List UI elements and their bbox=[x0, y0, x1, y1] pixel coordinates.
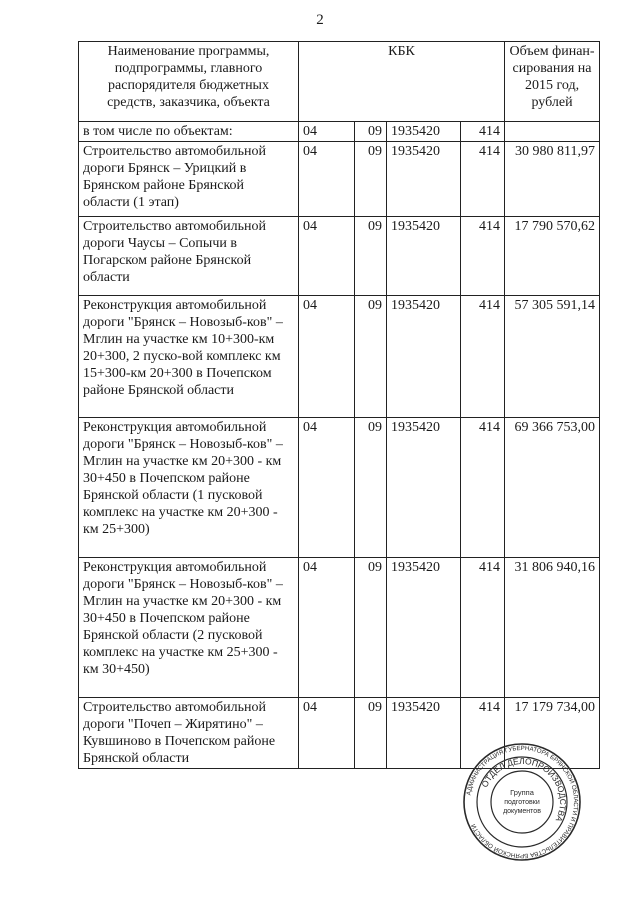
row-name: Реконструкция автомобильной дороги "Брянск – Новозыб-ков" – Мглин на участке км 10+300-км 20+300, 2 пуско-вой комплекс км 15+300-км 20+300 в Почепском районе Брянской области bbox=[79, 296, 299, 418]
row-k3: 1935420 bbox=[387, 142, 461, 217]
table-row bbox=[79, 418, 600, 558]
row-k3: 1935420 bbox=[387, 698, 461, 769]
seal-stamp bbox=[462, 742, 582, 862]
row-k2: 09 bbox=[355, 142, 387, 217]
row-k3: 1935420 bbox=[387, 296, 461, 418]
row-k2: 09 bbox=[355, 558, 387, 698]
row-amount: 31 806 940,16 bbox=[505, 558, 600, 698]
row-amount: 17 179 734,00 bbox=[505, 698, 600, 769]
row-name: Строительство автомобильной дороги Чаусы – Сопычи в Погарском районе Брянской области bbox=[79, 217, 299, 296]
header-amount: Объем финан-сирования на 2015 год, рублей bbox=[505, 42, 600, 122]
row-name: в том числе по объектам: bbox=[79, 122, 299, 142]
row-k3: 1935420 bbox=[387, 122, 461, 142]
page-number: 2 bbox=[316, 12, 324, 28]
table-row bbox=[79, 296, 600, 418]
seal-center-line3: документов bbox=[503, 808, 541, 815]
row-amount: 30 980 811,97 bbox=[505, 142, 600, 217]
row-k1: 04 bbox=[299, 698, 355, 769]
seal-center-line1: Группа bbox=[510, 788, 534, 797]
row-name: Строительство автомобильной дороги "Почеп – Жирятино" – Кувшиново в Почепском районе Брянской области bbox=[79, 698, 299, 769]
seal-ring-textpath: ОТДЕЛ ДЕЛОПРОИЗВОДСТВА bbox=[479, 755, 569, 824]
seal-outer-textpath: АДМИНИСТРАЦИЯ ГУБЕРНАТОРА БРЯНСКОЙ ОБЛАСТИ И ПРАВИТЕЛЬСТВА БРЯНСКОЙ ОБЛАСТИ bbox=[465, 744, 580, 860]
row-k4: 414 bbox=[461, 122, 505, 142]
row-k4: 414 bbox=[461, 296, 505, 418]
row-k3: 1935420 bbox=[387, 558, 461, 698]
table-header-row bbox=[79, 42, 600, 122]
row-name: Строительство автомобильной дороги Брянск – Урицкий в Брянском районе Брянской области (1 этап) bbox=[79, 142, 299, 217]
header-kbk: КБК bbox=[299, 42, 505, 122]
row-k1: 04 bbox=[299, 418, 355, 558]
row-k4: 414 bbox=[461, 217, 505, 296]
seal-center-line2: подготовки bbox=[504, 799, 540, 806]
table-row bbox=[79, 142, 600, 217]
table-row bbox=[79, 217, 600, 296]
row-k3: 1935420 bbox=[387, 217, 461, 296]
row-k1: 04 bbox=[299, 558, 355, 698]
row-k1: 04 bbox=[299, 122, 355, 142]
row-k4: 414 bbox=[461, 698, 505, 769]
row-k2: 09 bbox=[355, 418, 387, 558]
budget-table bbox=[78, 41, 600, 769]
row-k3: 1935420 bbox=[387, 418, 461, 558]
row-k1: 04 bbox=[299, 142, 355, 217]
header-name: Наименование программы, подпрограммы, главного распорядителя бюджетных средств, заказчика, объекта bbox=[79, 42, 299, 122]
row-k1: 04 bbox=[299, 217, 355, 296]
row-k4: 414 bbox=[461, 142, 505, 217]
row-name: Реконструкция автомобильной дороги "Брянск – Новозыб-ков" – Мглин на участке км 20+300 - км 30+450 в Почепском районе Брянской области (1 пусковой комплекс на участке км 20+300 - км 25+300) bbox=[79, 418, 299, 558]
row-k2: 09 bbox=[355, 698, 387, 769]
row-k1: 04 bbox=[299, 296, 355, 418]
row-k4: 414 bbox=[461, 558, 505, 698]
row-name: Реконструкция автомобильной дороги "Брянск – Новозыб-ков" – Мглин на участке км 20+300 - км 30+450 в Почепском районе Брянской области (2 пусковой комплекс на участке км 25+300 - км 30+450) bbox=[79, 558, 299, 698]
row-k2: 09 bbox=[355, 122, 387, 142]
row-amount bbox=[505, 122, 600, 142]
row-amount: 57 305 591,14 bbox=[505, 296, 600, 418]
row-k2: 09 bbox=[355, 217, 387, 296]
table-row bbox=[79, 122, 600, 142]
row-k4: 414 bbox=[461, 418, 505, 558]
row-k2: 09 bbox=[355, 296, 387, 418]
row-amount: 69 366 753,00 bbox=[505, 418, 600, 558]
row-amount: 17 790 570,62 bbox=[505, 217, 600, 296]
table-row bbox=[79, 558, 600, 698]
